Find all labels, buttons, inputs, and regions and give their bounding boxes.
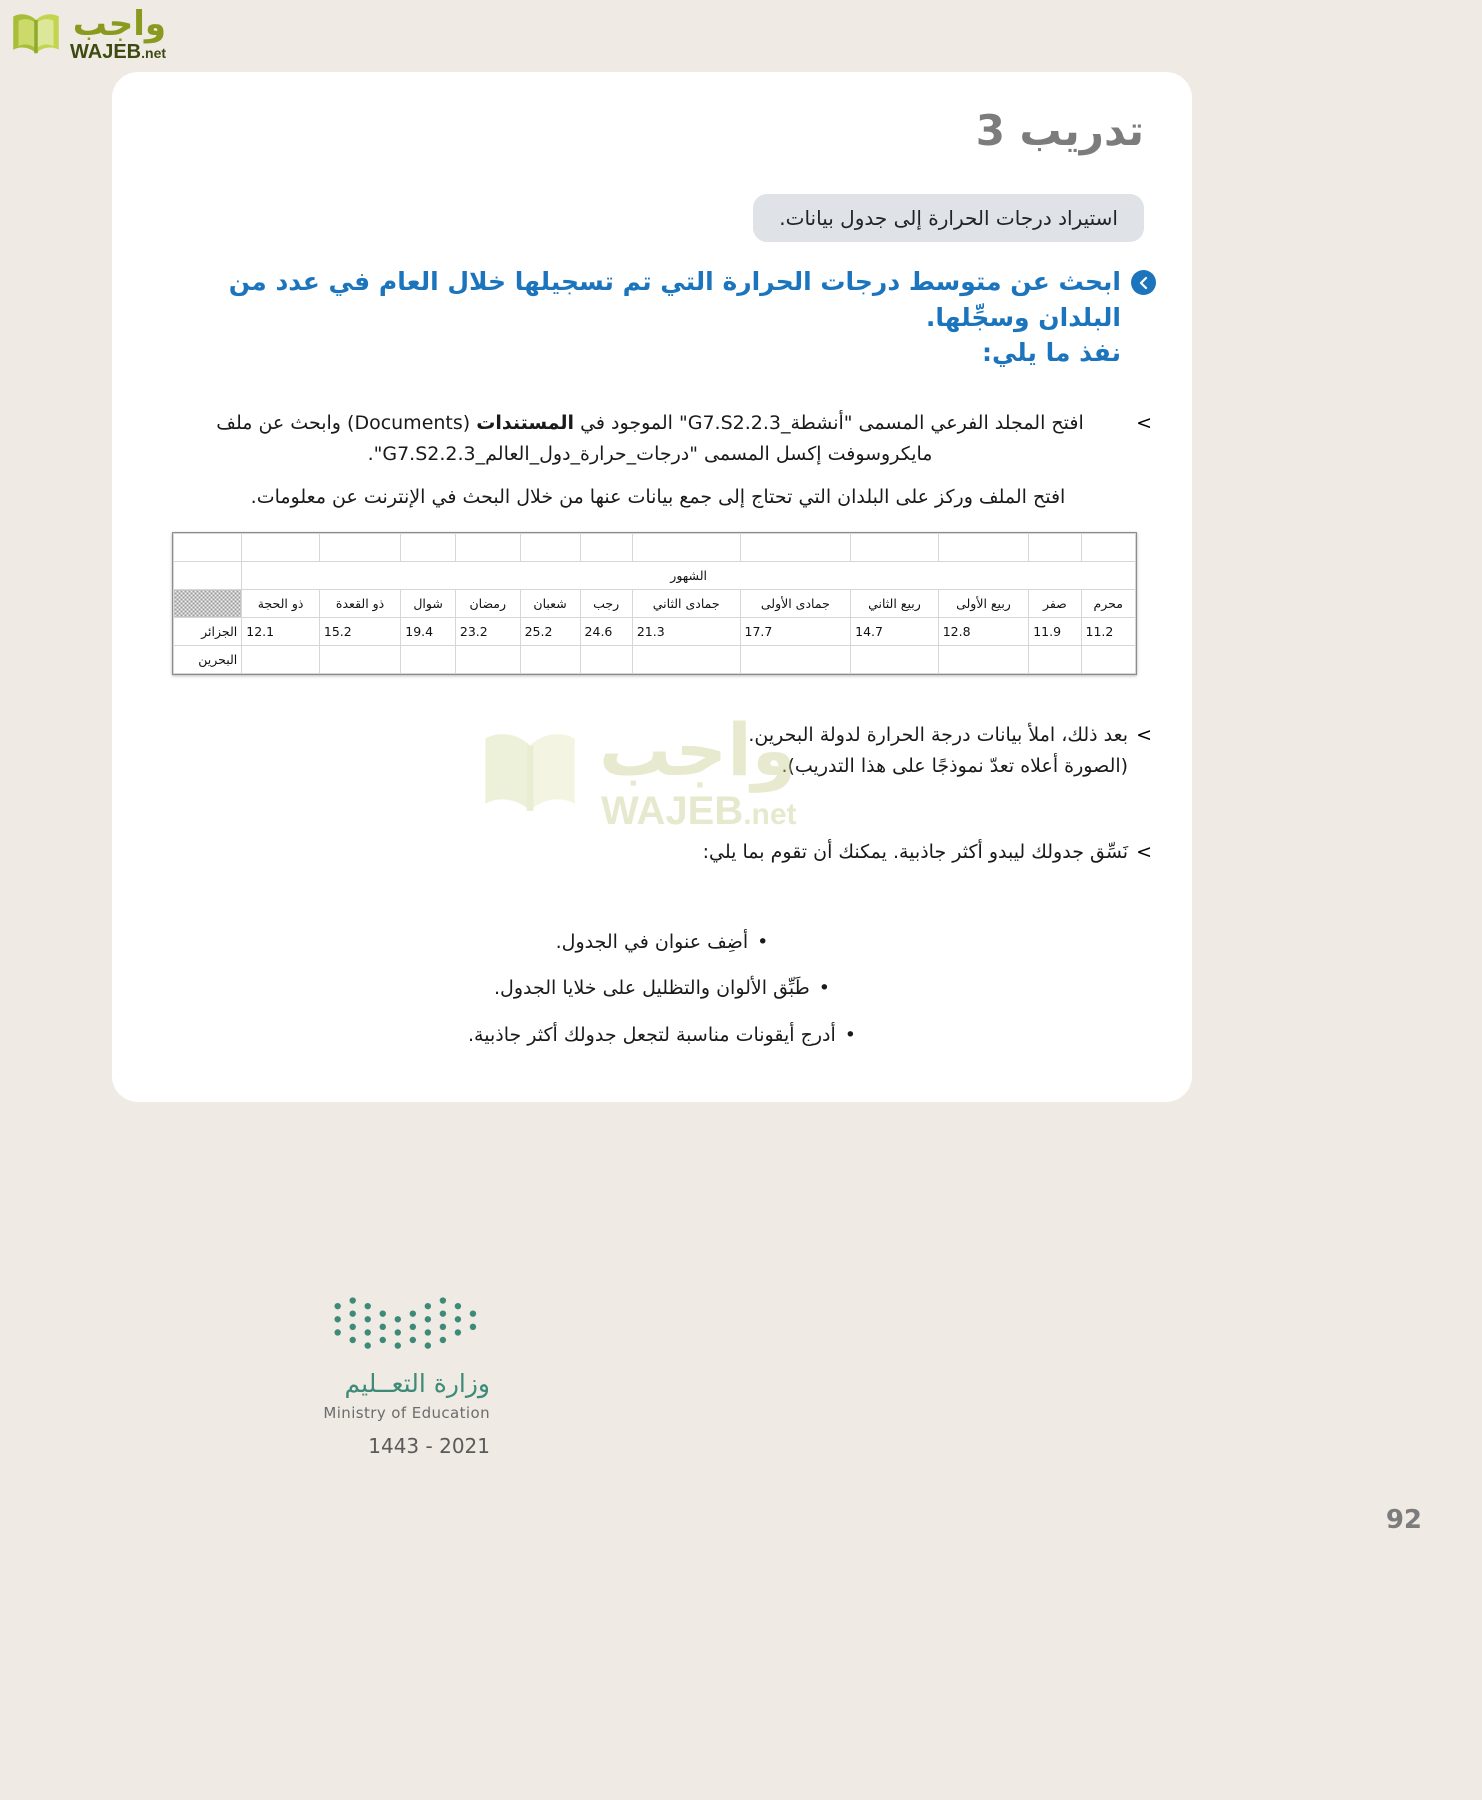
task-heading-text	[166, 264, 1121, 371]
spacer-cell	[455, 534, 520, 562]
spacer-cell	[1081, 534, 1136, 562]
bullet-dot-icon: •	[844, 1023, 856, 1046]
task-heading	[166, 264, 1156, 371]
ministry-name-english: Ministry of Education	[323, 1404, 490, 1422]
corner-cell	[174, 562, 242, 590]
spacer-cell	[938, 534, 1029, 562]
month-header-cell: جمادى الثاني	[632, 590, 740, 618]
temperature-table-body	[174, 534, 1136, 674]
month-header-cell: رجب	[580, 590, 632, 618]
open-book-icon	[8, 6, 64, 62]
page-title: تدريب 3	[975, 106, 1144, 155]
temperature-cell: 11.9	[1029, 618, 1081, 646]
month-header-cell: ربيع الثاني	[851, 590, 939, 618]
table-row	[174, 618, 1136, 646]
wajeb-brand-logo	[8, 6, 166, 62]
list-item-label: أضِف عنوان في الجدول.	[555, 931, 749, 953]
content-card	[112, 72, 1192, 1102]
list-item-label: طَبِّق الألوان والتظليل على خلايا الجدول.	[494, 977, 810, 1000]
ministry-name-arabic: وزارة التعــليم	[344, 1369, 490, 1398]
month-header-cell: ذو الحجة	[242, 590, 320, 618]
spacer-cell	[740, 534, 851, 562]
moe-dots-logo-icon	[330, 1293, 490, 1355]
step-text: افتح المجلد الفرعي المسمى "أنشطة_G7.S2.2.3" الموجود في المستندات (Documents) وابحث عن ملف مايكروسوفت إكسل المسمى "درجات_حرارة_دول_العالم_G7.S2.2.3".	[216, 412, 1084, 465]
temperature-cell	[1029, 646, 1081, 674]
temperature-cell	[851, 646, 939, 674]
task-heading-line1: ابحث عن متوسط درجات الحرارة التي تم تسجيلها خلال العام في عدد من البلدان وسجِّلها.	[228, 267, 1121, 332]
temperature-cell: 17.7	[740, 618, 851, 646]
table-header-row	[174, 590, 1136, 618]
spreadsheet-image	[172, 532, 1137, 675]
spacer-cell	[580, 534, 632, 562]
table-row	[174, 646, 1136, 674]
month-header-cell: رمضان	[455, 590, 520, 618]
step-text: بعد ذلك، املأ بيانات درجة الحرارة لدولة البحرين. (الصورة أعلاه تعدّ نموذجًا على هذا التدريب).	[748, 724, 1129, 777]
task-heading-line2: نفذ ما يلي:	[982, 338, 1121, 367]
step-marker: >	[1136, 841, 1152, 863]
temperature-cell	[740, 646, 851, 674]
list-item-label: أدرج أيقونات مناسبة لتجعل جدولك أكثر جاذبية.	[468, 1023, 836, 1046]
bullet-dot-icon: •	[757, 931, 769, 953]
wajeb-logo-latin: WAJEB.net	[70, 40, 167, 63]
temperature-cell	[455, 646, 520, 674]
temperature-cell: 23.2	[455, 618, 520, 646]
step-text: افتح الملف وركز على البلدان التي تحتاج إلى جمع بيانات عنها من خلال البحث في الإنترنت عن معلومات.	[250, 486, 1066, 508]
temperature-cell: 21.3	[632, 618, 740, 646]
country-label-cell: البحرين	[174, 646, 242, 674]
table-spacer-row	[174, 534, 1136, 562]
month-header-cell: جمادى الأولى	[740, 590, 851, 618]
month-header-cell: شوال	[401, 590, 456, 618]
bullet-container	[172, 927, 1152, 1066]
watermark-latin: WAJEB.net	[600, 789, 797, 833]
step-text: نَسِّق جدولك ليبدو أكثر جاذبية. يمكنك أن تقوم بما يلي:	[702, 841, 1129, 863]
temperature-cell	[401, 646, 456, 674]
temperature-cell: 24.6	[580, 618, 632, 646]
page-number: 92	[1385, 1505, 1422, 1535]
spacer-cell	[174, 534, 242, 562]
spacer-cell	[401, 534, 456, 562]
temperature-cell: 12.8	[938, 618, 1029, 646]
temperature-cell: 15.2	[319, 618, 400, 646]
ministry-footer	[160, 1293, 490, 1458]
step-marker: >	[1136, 412, 1152, 434]
list-item	[556, 927, 769, 957]
temperature-cell	[580, 646, 632, 674]
step-item	[172, 720, 1152, 782]
country-label-cell: الجزائر	[174, 618, 242, 646]
step-marker: >	[1136, 724, 1152, 746]
temperature-table	[173, 533, 1136, 674]
circle-arrow-left-icon	[1131, 270, 1156, 295]
months-group-header: الشهور	[242, 562, 1136, 590]
ministry-year: 2021 - 1443	[368, 1434, 490, 1458]
temperature-cell: 12.1	[242, 618, 320, 646]
month-header-cell: ربيع الأولى	[938, 590, 1029, 618]
month-header-cell: شعبان	[520, 590, 580, 618]
temperature-cell	[242, 646, 320, 674]
table-group-header-row	[174, 562, 1136, 590]
wajeb-logo-arabic: واجب	[72, 4, 167, 43]
temperature-cell	[938, 646, 1029, 674]
temperature-cell: 14.7	[851, 618, 939, 646]
spacer-cell	[319, 534, 400, 562]
spacer-cell	[1029, 534, 1081, 562]
step-item	[172, 837, 1152, 868]
watermark-arabic: واجب	[599, 711, 797, 791]
bullet-dot-icon: •	[818, 977, 830, 1000]
spacer-cell	[520, 534, 580, 562]
subtitle-pill: استيراد درجات الحرارة إلى جدول بيانات.	[753, 194, 1144, 242]
temperature-cell	[632, 646, 740, 674]
wajeb-brand-text	[70, 4, 167, 63]
temperature-cell	[1081, 646, 1136, 674]
step-item	[172, 482, 1152, 513]
month-header-cell: محرم	[1081, 590, 1136, 618]
step-item	[172, 408, 1152, 470]
spacer-cell	[632, 534, 740, 562]
temperature-cell	[520, 646, 580, 674]
spacer-cell	[242, 534, 320, 562]
temperature-cell	[319, 646, 400, 674]
temperature-cell: 11.2	[1081, 618, 1136, 646]
month-header-cell: ذو القعدة	[319, 590, 400, 618]
list-item	[494, 973, 830, 1003]
month-header-cell: صفر	[1029, 590, 1081, 618]
spacer-cell	[851, 534, 939, 562]
temperature-cell: 19.4	[401, 618, 456, 646]
list-item	[468, 1020, 856, 1050]
format-suggestions-list	[172, 927, 1152, 1066]
temperature-cell: 25.2	[520, 618, 580, 646]
hatched-corner-cell	[174, 590, 242, 618]
